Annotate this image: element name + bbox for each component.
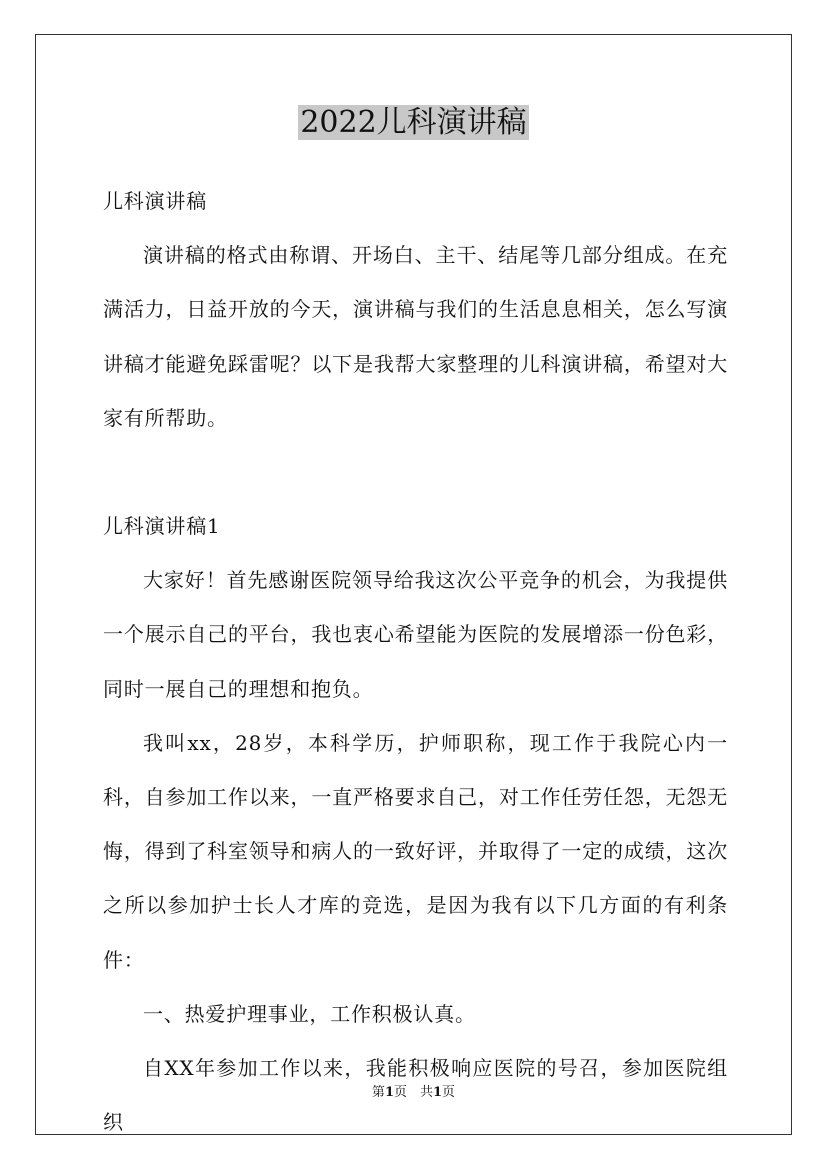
body-paragraph-1: 大家好！首先感谢医院领导给我这次公平竞争的机会，为我提供一个展示自己的平台，我也衷心希望能为医院的发展增添一份色彩，同时一展自己的理想和抱负。 xyxy=(103,568,728,701)
section-heading: 儿科演讲稿1 xyxy=(103,514,221,539)
footer-page-current: 1 xyxy=(384,1085,394,1100)
intro-heading: 儿科演讲稿 xyxy=(103,189,207,213)
document-title-text: 2022儿科演讲稿 xyxy=(300,105,527,140)
footer-page-mid: 页 共 xyxy=(393,1085,433,1100)
footer-page-suffix: 页 xyxy=(442,1085,456,1100)
footer-page-total: 1 xyxy=(433,1085,443,1100)
intro-paragraph: 演讲稿的格式由称谓、开场白、主干、结尾等几部分组成。在充满活力，日益开放的今天，演讲稿与我们的生活息息相关，怎么写演讲稿才能避免踩雷呢？以下是我帮大家整理的儿科演讲稿，希望对大家有所帮助。 xyxy=(103,243,728,430)
body-paragraph-4: 自XX年参加工作以来，我能积极响应医院的号召，参加医院组织 xyxy=(103,1056,728,1135)
document-body xyxy=(103,174,728,1149)
document-title xyxy=(0,100,827,146)
section-spacer xyxy=(103,445,728,499)
body-paragraph-3: 一、热爱护理事业，工作积极认真。 xyxy=(143,1001,476,1026)
page-footer xyxy=(0,1083,827,1103)
body-paragraph-2: 我叫xx，28岁，本科学历，护师职称，现工作于我院心内一科，自参加工作以来，一直严格要求自己，对工作任劳任怨，无怨无悔，得到了科室领导和病人的一致好评，并取得了一定的成绩，这次之所以参加护士长人才库的竞选，是因为我有以下几方面的有利条件： xyxy=(103,730,728,972)
footer-page-prefix: 第 xyxy=(371,1085,385,1100)
